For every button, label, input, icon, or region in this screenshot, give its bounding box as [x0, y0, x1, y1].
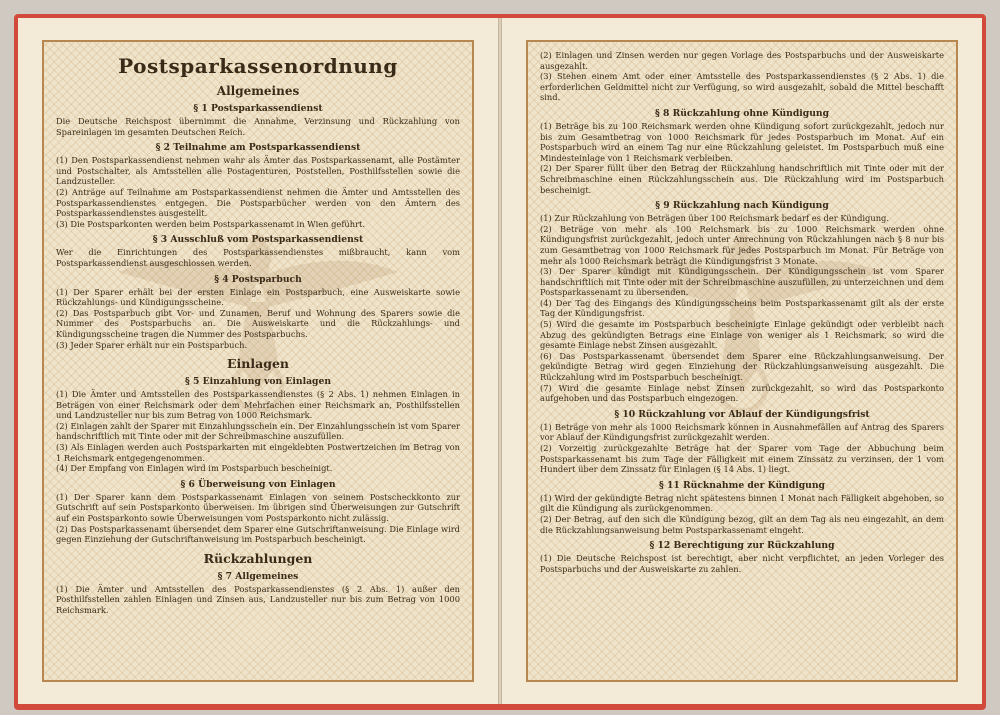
section-12-heading: § 12 Berechtigung zur Rückzahlung — [649, 540, 835, 552]
section-7-paragraph-2: (2) Einlagen und Zinsen werden nur gegen Vorlage des Postsparbuchs und der Ausweiskarte ausgezahlt. — [540, 50, 944, 71]
section-10-heading: § 10 Rückzahlung vor Ablauf der Kündigungsfrist — [614, 408, 870, 420]
section-7-paragraph-1: (1) Die Ämter und Amtsstellen des Postsparkassendienstes (§ 2 Abs. 1) außer den Posthilfsstellen zahlen Einlagen und Zinsen aus, Landzusteller nur bis zum Betrag von 1000 Reichsmark. — [56, 583, 460, 615]
section-8-paragraph-1: (1) Beträge bis zu 100 Reichsmark werden ohne Kündigung sofort zurückgezahlt, jedoch nur bis zum Gesamtbetrag von 1000 Reichsmark für jedes Postsparbuch im Monat. Auf ein Postsparbuch wird an einem Tag nur eine Rückzahlung geleistet. Im Postsparbuch muß eine Mindesteinlage von 1 Reichsmark verbleiben. — [540, 120, 944, 163]
section-7-heading: § 7 Allgemeines — [217, 570, 299, 582]
section-6-paragraph-1: (1) Der Sparer kann dem Postsparkassenamt Einlagen von seinem Postscheckkonto zur Gutschrift auf sein Postsparkonto überweisen. Im übrigen sind Überweisungen zur Gutschrift auf ein Postsparkonto sowie Überweisungen vom Postsparkonto nicht zulässig. — [56, 491, 460, 524]
section-9-paragraph-2: (2) Beträge von mehr als 100 Reichsmark bis zu 1000 Reichsmark werden ohne Kündigungsfrist zurückgezahlt, jedoch unter Anrechnung von Rückzahlungen nach § 8 nur bis zum Gesamtbetrag von 1000 Reichsmark für jedes Postsparbuch im Monat. Für Beträge von mehr als 1000 Reichsmark beträgt die Kündigungsfrist 3 Monate. — [540, 223, 944, 266]
section-5-heading: § 5 Einzahlung von Einlagen — [185, 376, 331, 388]
part-heading-einlagen: Einlagen — [227, 356, 289, 372]
section-2-paragraph-1: (1) Den Postsparkassendienst nehmen wahr als Ämter das Postsparkassenamt, alle Postämter und Postschalter, als Amtsstellen alle Postagenturen, Poststellen, Posthilfsstellen sowie die Landzusteller. — [56, 155, 460, 187]
section-11-paragraph-2: (2) Der Betrag, auf den sich die Kündigung bezog, gilt an dem Tag als neu eingezahlt, an dem die Rückzahlungsanweisung beim Postsparkassenamt eingeht. — [540, 513, 944, 535]
section-8-paragraph-2: (2) Der Sparer füllt über den Betrag der Rückzahlung handschriftlich mit Tinte oder mit der Schreibmaschine einen Rückzahlungsschein aus. Die Rückzahlung wird im Postsparbuch bescheinigt. — [540, 163, 944, 195]
section-5-paragraph-2: (2) Einlagen zahlt der Sparer mit Einzahlungsschein ein. Der Einzahlungsschein ist vom Sparer handschriftlich mit Tinte oder mit der Schreibmaschine auszufüllen. — [56, 420, 460, 442]
section-4-paragraph-2: (2) Das Postsparbuch gibt Vor- und Zunamen, Beruf und Wohnung des Sparers sowie die Nummer des Postsparbuchs an. Die Ausweiskarte und die Rückzahlungs- und Kündigungsscheine tragen die Nummer des Postsparbuchs. — [56, 307, 460, 339]
section-4-heading: § 4 Postsparbuch — [214, 273, 302, 285]
section-1-paragraph: Die Deutsche Reichspost übernimmt die Annahme, Verzinsung und Rückzahlung von Spareinlagen im gesamten Deutschen Reich. — [56, 116, 460, 137]
section-9-paragraph-6: (6) Das Postsparkassenamt übersendet dem Sparer eine Rückzahlungsanweisung. Der gekündigte Betrag wird gegen Einziehung der Rückzahlungsanweisung ausgezahlt. Die Rückzahlung wird im Postsparbuch bescheinigt. — [540, 350, 944, 383]
left-page — [18, 18, 498, 704]
section-2-paragraph-3: (3) Die Postsparkonten werden beim Postsparkassenamt in Wien geführt. — [56, 218, 366, 229]
part-heading-allgemeines: Allgemeines — [216, 84, 300, 98]
section-5-paragraph-3: (3) Als Einlagen werden auch Postsparkarten mit eingeklebten Postwertzeichen im Betrag von 1 Reichsmark entgegengenommen. — [56, 442, 460, 463]
right-page — [502, 18, 982, 704]
document-title: Postsparkassenordnung — [118, 54, 398, 78]
section-6-heading: § 6 Überweisung von Einlagen — [180, 478, 336, 490]
section-4-paragraph-1: (1) Der Sparer erhält bei der ersten Einlage ein Postsparbuch, eine Ausweiskarte sowie Rückzahlungs- und Kündigungsscheine. — [56, 286, 460, 308]
booklet-cover — [14, 14, 986, 710]
section-3-heading: § 3 Ausschluß vom Postsparkassendienst — [152, 234, 364, 246]
section-6-paragraph-2: (2) Das Postsparkassenamt übersendet dem Sparer eine Gutschriftanweisung. Die Einlage wird gegen Einziehung der Gutschriftanweisung im Postsparbuch bescheinigt. — [56, 523, 460, 545]
section-10-paragraph-2: (2) Vorzeitig zurückgezahlte Beträge hat der Sparer vom Tage der Abbuchung beim Postsparkassenamt bis zum Tage der Fälligkeit mit einem Zinssatz zu verzinsen, der 1 vom Hundert über dem Zinssatz für Einlagen (§ 14 Abs. 1) liegt. — [540, 443, 944, 475]
section-10-paragraph-1: (1) Beträge von mehr als 1000 Reichsmark können in Ausnahmefällen auf Antrag des Sparers vor Ablauf der Kündigungsfrist zurückgezahlt werden. — [540, 421, 944, 443]
section-5-paragraph-1: (1) Die Ämter und Amtsstellen des Postsparkassendienstes (§ 2 Abs. 1) nehmen Einlagen in Beträgen von einer Reichsmark oder dem Mehrfachen einer Reichsmark an, Posthilfsstellen und Landzusteller nur bis zum Betrag von 1000 Reichsmark. — [56, 389, 460, 421]
section-8-heading: § 8 Rückzahlung ohne Kündigung — [655, 107, 829, 119]
section-9-paragraph-1: (1) Zur Rückzahlung von Beträgen über 100 Reichsmark bedarf es der Kündigung. — [540, 213, 889, 224]
section-9-paragraph-7: (7) Wird die gesamte Einlage nebst Zinsen zurückgezahlt, so wird das Postsparkonto aufgehoben und das Postsparbuch eingezogen. — [540, 382, 944, 404]
right-page-frame — [526, 40, 958, 682]
part-heading-rueckzahlungen: Rückzahlungen — [203, 550, 313, 566]
section-9-paragraph-3: (3) Der Sparer kündigt mit Kündigungsschein. Der Kündigungsschein ist vom Sparer handschriftlich mit Tinte oder mit der Schreibmaschine auszufüllen, zu unterzeichnen und dem Postsparkassenamt zu übersenden. — [540, 266, 944, 298]
section-1-heading: § 1 Postsparkassendienst — [193, 103, 323, 114]
section-2-paragraph-2: (2) Anträge auf Teilnahme am Postsparkassendienst nehmen die Ämter und Amtsstellen des Postsparkassendienstes entgegen. Die Postsparbücher werden von den Ämtern des Postsparkassendienstes ausgestellt. — [56, 186, 460, 219]
section-9-paragraph-5: (5) Wird die gesamte im Postsparbuch bescheinigte Einlage gekündigt oder verbleibt nach Abzug des gekündigten Betrags eine Einlage von weniger als 1 Reichsmark, so wird die gesamte Einlage nebst Zinsen ausgezahlt. — [540, 319, 944, 351]
section-2-heading: § 2 Teilnahme am Postsparkassendienst — [155, 142, 361, 154]
section-11-paragraph-1: (1) Wird der gekündigte Betrag nicht spätestens binnen 1 Monat nach Fälligkeit abgehoben, so gilt die Kündigung als zurückgenommen. — [540, 492, 944, 514]
section-11-heading: § 11 Rücknahme der Kündigung — [659, 479, 825, 491]
section-9-paragraph-4: (4) Der Tag des Eingangs des Kündigungsscheins beim Postsparkassenamt gilt als der erste Tag der Kündigungsfrist. — [540, 297, 944, 319]
section-3-paragraph: Wer die Einrichtungen des Postsparkassendienstes mißbraucht, kann vom Postsparkassendienst ausgeschlossen werden. — [56, 247, 460, 268]
section-4-paragraph-3: (3) Jeder Sparer erhält nur ein Postsparbuch. — [56, 339, 248, 350]
section-12-paragraph-1: (1) Die Deutsche Reichspost ist berechtigt, aber nicht verpflichtet, an jeden Vorleger des Postsparbuchs und der Ausweiskarte zu zahlen. — [540, 553, 944, 574]
section-9-heading: § 9 Rückzahlung nach Kündigung — [655, 200, 829, 212]
left-page-frame — [42, 40, 474, 682]
section-5-paragraph-4: (4) Der Empfang von Einlagen wird im Postsparbuch bescheinigt. — [56, 463, 333, 474]
section-7-paragraph-3: (3) Stehen einem Amt oder einer Amtsstelle des Postsparkassendienstes (§ 2 Abs. 1) die erforderlichen Geldmittel nicht zur Verfügung, so wird ausgezahlt, sobald die Mittel beschafft sind. — [540, 71, 944, 103]
